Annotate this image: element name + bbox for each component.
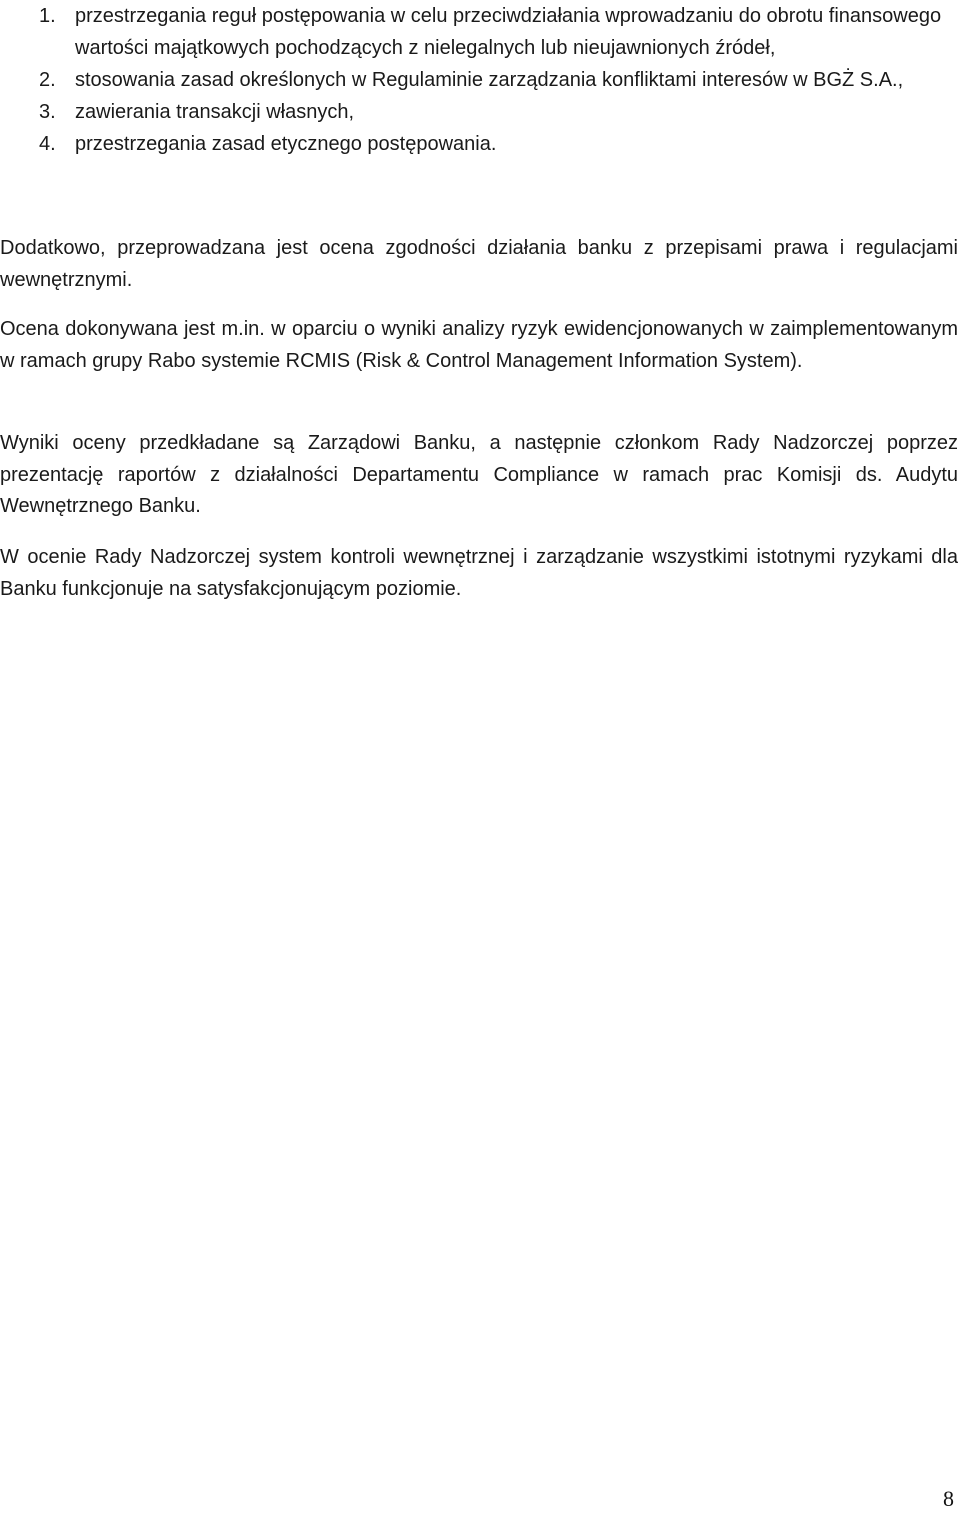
list-item [0,96,960,128]
list-item [0,64,960,96]
paragraph-board-opinion: W ocenie Rady Nadzorczej system kontroli wewnętrznej i zarządzanie wszystkimi istotnymi ryzykami dla Banku funkcjonuje na satysfakcjonującym poziomie. [0,546,958,600]
list-item-text: przestrzegania reguł postępowania w celu przeciwdziałania wprowadzaniu do obrotu finansowego wartości majątkowych pochodzących z nielegalnych lub nieujawnionych źródeł, [75,5,942,59]
numbered-list [0,0,960,160]
paragraph-risk-analysis: Ocena dokonywana jest m.in. w oparciu o wyniki analizy ryzyk ewidencjonowanych w zaimplementowanym w ramach grupy Rabo systemie RCMIS (Risk & Control Management Information System). [0,318,958,372]
list-item [0,128,960,160]
list-item-number: 4. [39,133,56,155]
page-number: 8 [943,1486,954,1511]
list-item-text: zawierania transakcji własnych, [75,101,355,123]
list-item-number: 3. [39,101,56,123]
list-item-number: 1. [39,5,56,27]
list-item [0,0,960,64]
list-item-text: stosowania zasad określonych w Regulaminie zarządzania konfliktami interesów w BGŻ S.A., [75,69,904,91]
list-item-number: 2. [39,69,56,91]
paragraph-reporting: Wyniki oceny przedkładane są Zarządowi Banku, a następnie członkom Rady Nadzorczej poprzez prezentację raportów z działalności Departamentu Compliance w ramach prac Komisji ds. Audytu Wewnętrznego Banku. [0,432,958,517]
paragraph-compliance-assessment: Dodatkowo, przeprowadzana jest ocena zgodności działania banku z przepisami prawa i regulacjami wewnętrznymi. [0,237,958,291]
list-item-text: przestrzegania zasad etycznego postępowania. [75,133,497,155]
